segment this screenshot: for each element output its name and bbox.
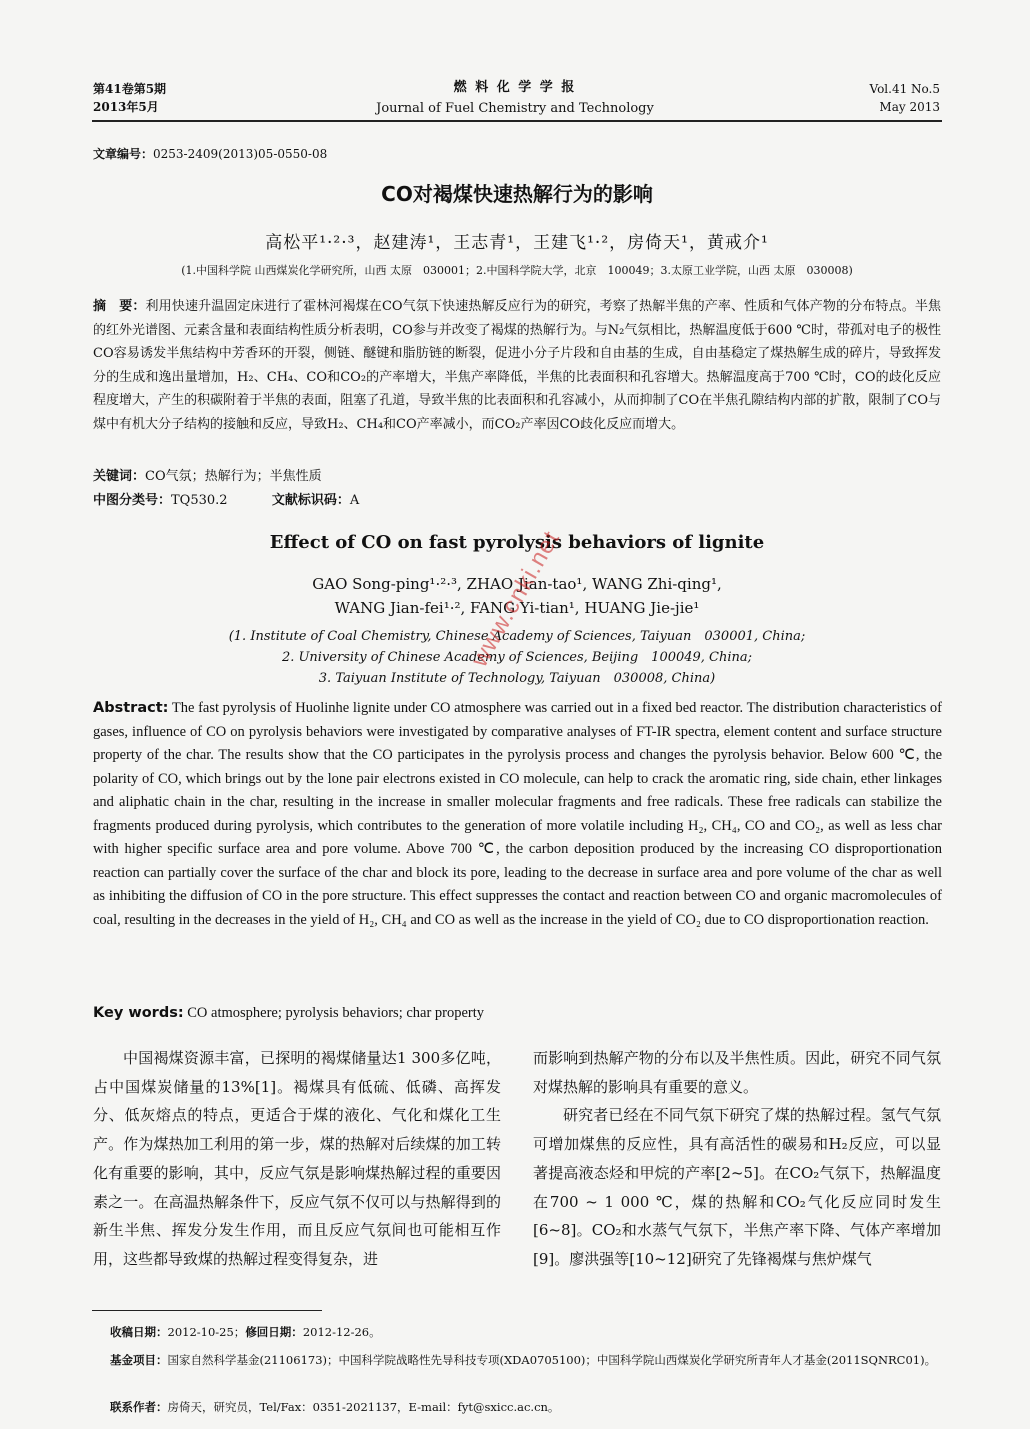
footnote-rule (92, 1310, 322, 1311)
date-cn: 2013年5月 (93, 100, 159, 114)
date-en: May 2013 (879, 100, 940, 114)
keywords-cn-label: 关键词： (93, 469, 146, 484)
keywords-cn (93, 465, 941, 489)
article-number (93, 145, 327, 162)
body-right-paragraph-1: 而影响到热解产物的分布以及半焦性质。因此，研究不同气氛对煤热解的影响具有重要的意义。 (533, 1049, 941, 1096)
clc-value: TQ530.2 (171, 493, 228, 508)
abstract-cn (93, 295, 941, 436)
abstract-en (93, 697, 942, 932)
body-right-column (533, 1044, 941, 1274)
keywords-en-label: Key words: (93, 1005, 184, 1021)
affiliations-cn: (1.中国科学院 山西煤炭化学研究所，山西 太原 030001；2.中国科学院大学，北京 100049；3.太原工业学院，山西 太原 030008) (181, 264, 853, 277)
keywords-en-text: CO atmosphere; pyrolysis behaviors; char property (187, 1005, 485, 1021)
affiliation-en-line3: 3. Taiyuan Institute of Technology, Taiyuan 030008, China) (318, 671, 716, 686)
abstract-cn-text: 利用快速升温固定床进行了霍林河褐煤在CO气氛下快速热解反应行为的研究，考察了热解半焦的产率、性质和气体产物的分布特点。半焦的红外光谱图、元素含量和表面结构性质分析表明，CO参与并改变了褐煤的热解行为。与N₂气氛相比，热解温度低于600 ℃时，带孤对电子的极性CO容易诱发半焦结构中芳香环的开裂，侧链、醚键和脂肪链的断裂，促进小分子片段和自由基的生成，自由基稳定了煤热解生成的碎片，导致挥发分的生成和逸出量增加，H₂、CH₄、CO和CO₂的产率增大，半焦产率降低，半焦的比表面积和孔容增大。热解温度高于700 ℃时，CO的歧化反应程度增大，产生的积碳附着于半焦的表面，阻塞了孔道，导致半焦的比表面积和孔容减小，从而抑制了CO在半焦孔隙结构内部的扩散，限制了CO与煤中有机大分子结构的接触和反应，导致H₂、CH₄和CO产率减小，而CO₂产率因CO歧化反应而增大。 (93, 299, 941, 432)
revised-date: 2012-12-26。 (302, 1325, 381, 1339)
classification (93, 489, 941, 513)
journal-title-en: Journal of Fuel Chemistry and Technology (376, 101, 654, 116)
footnote-fund (110, 1350, 940, 1370)
doc-code-label: 文献标识码： (271, 493, 350, 508)
article-number-label: 文章编号： (93, 147, 154, 161)
footnote-contact (110, 1397, 940, 1417)
clc-label: 中图分类号： (93, 493, 172, 508)
fund-text: 国家自然科学基金(21106173)；中国科学院战略性先导科技专项(XDA0705100)；中国科学院山西煤炭化学研究所青年人才基金(2011SQNRC01)。 (167, 1353, 937, 1367)
title-cn: CO对褐煤快速热解行为的影响 (381, 182, 653, 206)
issue-cn: 第41卷第5期 (93, 82, 167, 96)
received-date: 2012-10-25； (167, 1325, 246, 1339)
header-rule (92, 120, 942, 122)
contact-text: 房倚天，研究员，Tel/Fax：0351-2021137，E-mail：fyt@sxicc.ac.cn。 (167, 1400, 560, 1414)
affiliation-en-line2: 2. University of Chinese Academy of Sciences, Beijing 100049, China; (281, 650, 753, 665)
keywords-en (93, 1002, 942, 1026)
doc-code-value: A (349, 493, 360, 508)
journal-title-cn: 燃 料 化 学 学 报 (453, 80, 577, 95)
title-en: Effect of CO on fast pyrolysis behaviors of lignite (269, 532, 765, 553)
body-right-paragraph-2: 研究者已经在不同气氛下研究了煤的热解过程。氢气气氛可增加煤焦的反应性，具有高活性的碳易和H₂反应，可以显著提高液态烃和甲烷的产率[2~5]。在CO₂气氛下，热解温度在700 ~ 1 000 ℃，煤的热解和CO₂气化反应同时发生[6~8]。CO₂和水蒸气气氛下，半焦产率下降、气体产率增加[9]。廖洪强等[10~12]研究了先锋褐煤与焦炉煤气 (533, 1106, 941, 1268)
watermark: www.cnki.net (465, 526, 566, 672)
revised-label: 修回日期： (245, 1325, 303, 1339)
keywords-cn-text: CO气氛；热解行为；半焦性质 (145, 469, 322, 484)
authors-en-line2: WANG Jian-fei¹·², FANG Yi-tian¹, HUANG Jie-jie¹ (334, 599, 700, 617)
received-label: 收稿日期： (110, 1325, 168, 1339)
abstract-en-text: The fast pyrolysis of Huolinhe lignite under CO atmosphere was carried out in a fixed bed reactor. The distribution characteristics of gases, influence of CO on pyrolysis behaviors were investigated by comparative analyses of FT-IR spectra, element content and surface structure property of the char. The results show that the CO participates in the pyrolysis process and changes the pyrolysis behavior. Below 600 ℃, the polarity of CO, which brings out by the lone pair electrons existed in CO molecule, can help to crack the aromatic ring, side chain, ether linkages and aliphatic chain in the char, resulting in the increase in smaller molecular fragments and free radicals. These free radicals can stabilize the fragments produced during pyrolysis, which contributes to the generation of more volatile including H₂, CH₄, CO and CO₂, as well as less char with higher specific surface area and pore volume. Above 700 ℃, the carbon deposition produced by the increasing CO disproportionation reaction can partially cover the surface of the char and block its pore, leading to the decrease in surface area and pore volume of the char as well as inhibiting the diffusion of CO in the pore structure. This effect suppresses the contact and reaction between CO and organic macromolecules of coal, resulting in the decreases in the yield of H₂, CH₄ and CO as well as the increase in the yield of CO₂ due to CO disproportionation reaction. (93, 700, 942, 928)
affiliation-en-line1: (1. Institute of Coal Chemistry, Chinese Academy of Sciences, Taiyuan 030001, China; (228, 629, 806, 644)
body-left-paragraph: 中国褐煤资源丰富，已探明的褐煤储量达1 300多亿吨，占中国煤炭储量的13%[1]。褐煤具有低硫、低磷、高挥发分、低灰熔点的特点，更适合于煤的液化、气化和煤化工生产。作为煤热加工利用的第一步，煤的热解对后续煤的加工转化有重要的影响，其中，反应气氛是影响煤热解过程的重要因素之一。在高温热解条件下，反应气氛不仅可以与热解得到的新生半焦、挥发分发生作用，而且反应气氛间也可能相互作用，这些都导致煤的热解过程变得复杂，进 (93, 1049, 501, 1268)
contact-label: 联系作者： (110, 1400, 168, 1414)
article-number-value: 0253-2409(2013)05-0550-08 (153, 147, 328, 161)
authors-en-line1: GAO Song-ping¹·²·³, ZHAO Jian-tao¹, WANG Zhi-qing¹, (312, 575, 722, 593)
fund-label: 基金项目： (110, 1353, 168, 1367)
abstract-en-label: Abstract: (93, 700, 169, 716)
abstract-cn-label: 摘 要： (93, 299, 146, 314)
authors-cn: 高松平¹·²·³，赵建涛¹，王志青¹，王建飞¹·²，房倚天¹，黄戒介¹ (265, 233, 769, 253)
volume-en: Vol.41 No.5 (869, 82, 940, 96)
footnote-dates (110, 1322, 940, 1342)
